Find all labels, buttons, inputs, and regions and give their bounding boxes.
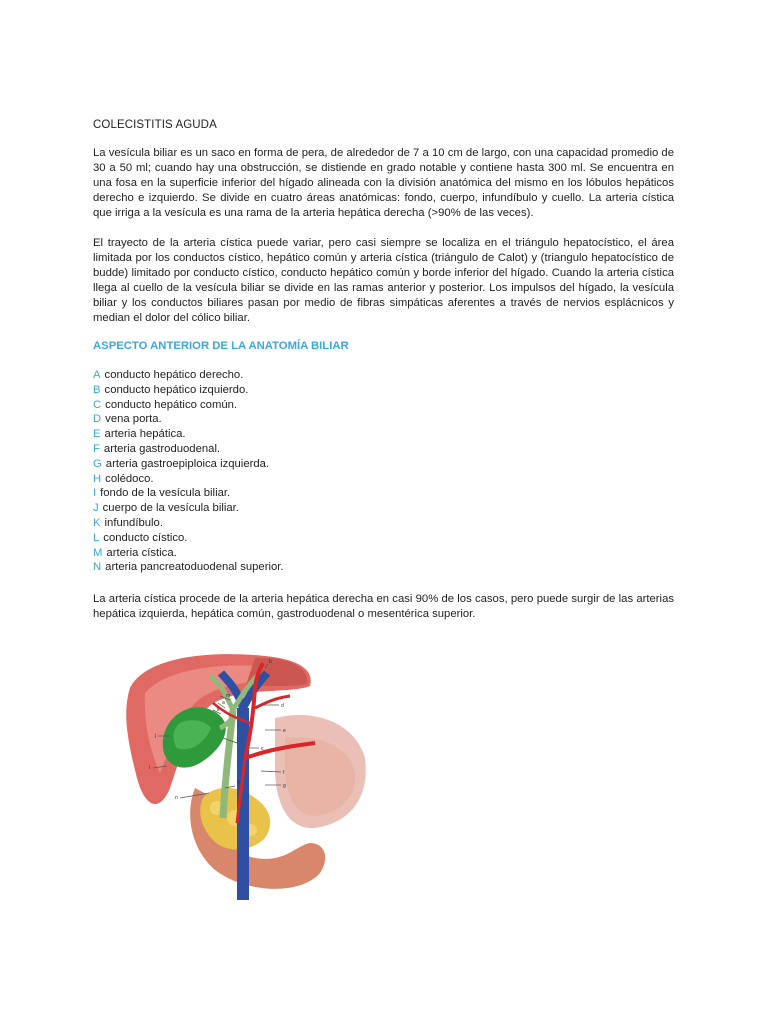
legend-text: vena porta. [105,413,162,426]
legend-text: fondo de la vesícula biliar. [100,487,231,500]
legend-key: J [93,502,99,515]
legend-item [93,501,284,516]
legend-text: infundíbulo. [104,516,163,529]
figure-label-b: b [269,659,272,665]
legend-key: A [93,369,101,381]
legend-key: N [93,561,102,574]
paragraph-cystic-artery-course: El trayecto de la arteria cística puede variar, pero casi siempre se localiza en el triángulo hepatocístico, el área limitada por los conductos cístico, hepático común y arteria cística (triángulo de Calot) y (triangulo hepatocístico de budde) limitado por conducto cístico, conducto hepático común y borde inferior del hígado. Cuando la arteria cística llega al cuello de la vesícula biliar se divide en las ramas anterior y posterior. Los impulsos del hígado, la vesícula biliar y los conductos biliares pasan por medio de fibras simpáticas aferentes a través de nervios esplácnicos y median el dolor del cólico biliar. [93,237,674,324]
figure-label-k: k [217,707,220,713]
paragraph-cystic-artery-origin: La arteria cística procede de la arteria hepática derecha en casi 90% de los casos, pero puede surgir de las arterias hepática izquierda, hepática común, gastroduodenal o mesentérica superior. [93,593,674,620]
legend-text: arteria gastroduodenal. [103,442,221,455]
legend-item [93,427,284,442]
legend-item [93,412,284,427]
legend-text: conducto cístico. [103,531,188,544]
legend-text: arteria cística. [106,546,177,559]
legend-item [93,368,284,383]
legend-key: I [93,487,97,500]
legend-item [93,398,284,413]
legend-text: colédoco. [105,472,154,485]
figure-label-d: d [281,703,284,709]
figure-label-m: m [226,693,231,699]
biliary-anatomy-illustration [125,648,370,900]
figure-label-n: n [175,795,178,801]
legend-key: C [93,398,102,411]
figure-label-h: h [237,780,240,786]
anatomy-legend-list [93,368,284,575]
legend-key: E [93,428,101,441]
legend-text: conducto hepático común. [105,398,238,411]
figure-label-i: i [149,765,151,771]
legend-key: H [93,472,102,485]
legend-text: arteria pancreatoduodenal superior. [105,561,284,574]
legend-item [93,486,284,501]
legend-text: conducto hepático izquierdo. [104,383,249,396]
figure-label-c: c [261,746,264,752]
legend-key: F [93,442,100,455]
figure-label-g: g [283,783,286,789]
legend-text: arteria gastroepiploica izquierda. [105,457,270,470]
legend-item [93,457,284,472]
legend-key: L [93,531,100,544]
legend-item [93,383,284,398]
legend-text: conducto hepático derecho. [104,369,244,381]
figure-label-e: e [283,728,286,734]
legend-item [93,472,284,487]
legend-item [93,442,284,457]
figure-label-f: f [283,770,285,776]
document-title: COLECISTITIS AGUDA [93,119,217,131]
legend-key: M [93,546,103,559]
legend-text: arteria hepática. [104,428,186,441]
legend-item [93,531,284,546]
legend-text: cuerpo de la vesícula biliar. [102,502,239,515]
paragraph-gallbladder-description: La vesícula biliar es un saco en forma de pera, de alrededor de 7 a 10 cm de largo, con una capacidad promedio de 30 a 50 ml; cuando hay una obstrucción, se distiende en grado notable y contiene hasta 300 ml. Se encuentra en una fosa en la superficie inferior del hígado alineada con la división anatómica del mismo en los lóbulos hepáticos derecho e izquierdo. Se divide en cuatro áreas anatómicas: fondo, cuerpo, infundíbulo y cuello. La arteria cística que irriga a la vesícula es una rama de la arteria hepática derecha (>90% de las veces). [93,147,674,219]
legend-item [93,546,284,561]
section-heading: ASPECTO ANTERIOR DE LA ANATOMÍA BILIAR [93,340,349,352]
legend-key: D [93,413,102,426]
legend-key: K [93,516,101,529]
figure-label-j: j [155,733,157,739]
figure-label-l: l [237,737,239,743]
legend-key: B [93,383,101,396]
legend-item [93,560,284,575]
legend-item [93,516,284,531]
figure-label-a: a [222,700,225,706]
legend-key: G [93,457,102,470]
